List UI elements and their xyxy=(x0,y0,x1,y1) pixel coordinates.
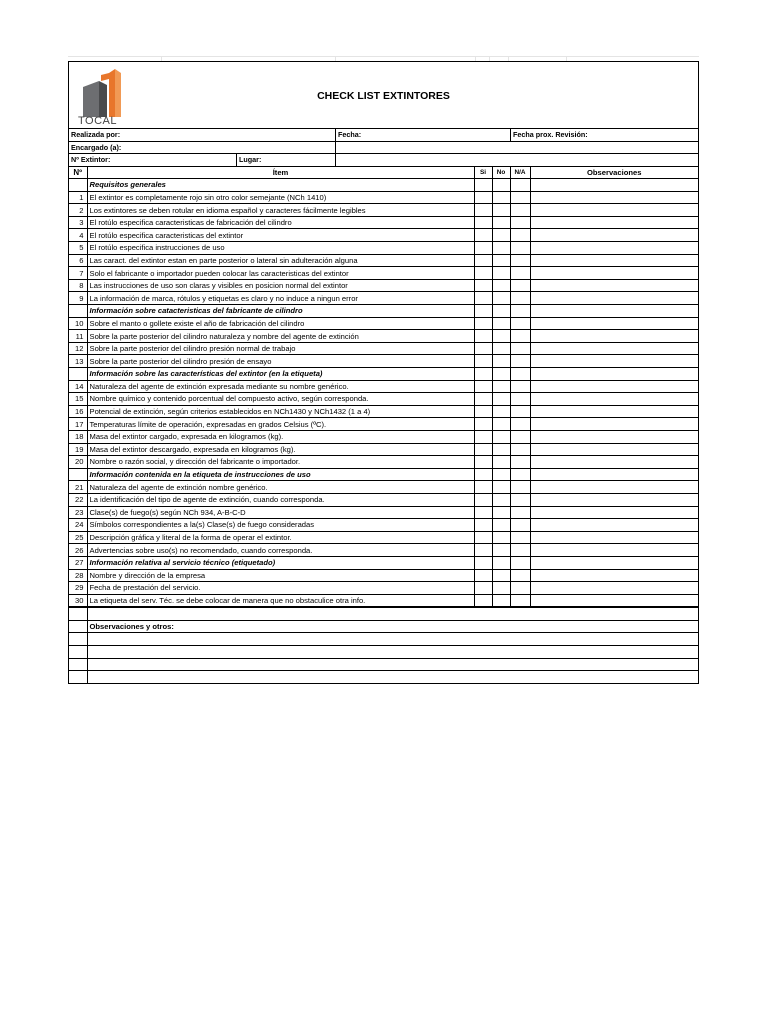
table-row xyxy=(69,519,698,532)
table-row xyxy=(69,242,698,255)
lugar-extra xyxy=(335,154,510,166)
n-extintor-label: Nº Extintor: xyxy=(71,155,111,164)
row-observaciones-cell[interactable] xyxy=(530,393,698,406)
row-observaciones-cell[interactable] xyxy=(530,569,698,582)
row-item-text: Masa del extintor descargado, expresada en kilogramos (kg). xyxy=(87,443,474,456)
row-item-text: Información relativa al servicio técnico (etiquetado) xyxy=(87,556,474,569)
row-observaciones-cell[interactable] xyxy=(530,582,698,595)
row-no-cell[interactable] xyxy=(492,506,510,519)
section-row xyxy=(69,468,698,481)
row-na-cell[interactable] xyxy=(510,544,530,557)
row-na-cell[interactable] xyxy=(510,305,530,318)
row-number: 19 xyxy=(69,443,87,456)
row-si-cell[interactable] xyxy=(474,430,492,443)
row-number: 6 xyxy=(69,254,87,267)
row-si-cell[interactable] xyxy=(474,506,492,519)
observations-label-row xyxy=(69,620,698,633)
row-na-cell[interactable] xyxy=(510,292,530,305)
row-no-cell[interactable] xyxy=(492,342,510,355)
row-observaciones-cell[interactable] xyxy=(530,317,698,330)
row-number: 24 xyxy=(69,519,87,532)
table-row xyxy=(69,204,698,217)
table-row xyxy=(69,405,698,418)
row-observaciones-cell[interactable] xyxy=(530,204,698,217)
row-na-cell[interactable] xyxy=(510,418,530,431)
row-no-cell[interactable] xyxy=(492,594,510,607)
row-item-text: Naturaleza del agente de extinción expresada mediante su nombre genérico. xyxy=(87,380,474,393)
table-row xyxy=(69,191,698,204)
row-number: 18 xyxy=(69,430,87,443)
row-na-cell[interactable] xyxy=(510,569,530,582)
row-no-cell[interactable] xyxy=(492,368,510,381)
row-na-cell[interactable] xyxy=(510,191,530,204)
document-title: CHECK LIST EXTINTORES xyxy=(317,90,450,102)
row-item-text: Masa del extintor cargado, expresada en kilogramos (kg). xyxy=(87,430,474,443)
row-no-cell[interactable] xyxy=(492,556,510,569)
row-na-cell[interactable] xyxy=(510,582,530,595)
observation-line xyxy=(69,658,698,671)
row-si-cell[interactable] xyxy=(474,368,492,381)
row-item-text: Sobre la parte posterior del cilindro presión normal de trabajo xyxy=(87,342,474,355)
row-si-cell[interactable] xyxy=(474,242,492,255)
checklist-table xyxy=(69,167,698,608)
row-item-text: Descripción gráfica y literal de la forma de operar el extintor. xyxy=(87,531,474,544)
table-row xyxy=(69,342,698,355)
row-no-cell[interactable] xyxy=(492,393,510,406)
row-na-cell[interactable] xyxy=(510,506,530,519)
row-si-cell[interactable] xyxy=(474,481,492,494)
row-item-text: Sobre el manto o gollete existe el año de fabricación del cilindro xyxy=(87,317,474,330)
row-si-cell[interactable] xyxy=(474,456,492,469)
table-row xyxy=(69,292,698,305)
row-number: 15 xyxy=(69,393,87,406)
observations-label: Observaciones y otros: xyxy=(87,620,698,633)
observation-line xyxy=(69,671,698,683)
row-si-cell[interactable] xyxy=(474,418,492,431)
row-observaciones-cell[interactable] xyxy=(530,556,698,569)
row-item-text: Sobre la parte posterior del cilindro presión de ensayo xyxy=(87,355,474,368)
table-row xyxy=(69,216,698,229)
row-number: 2 xyxy=(69,204,87,217)
row-number: 26 xyxy=(69,544,87,557)
row-item-text: Información sobre las características del extintor (en la etiqueta) xyxy=(87,368,474,381)
row-item-text: Temperaturas límite de operación, expresadas en grados Celsius (ºC). xyxy=(87,418,474,431)
row-item-text: Nombre químico y contenido porcentual del compuesto activo, según corresponda. xyxy=(87,393,474,406)
row-no-cell[interactable] xyxy=(492,456,510,469)
row-na-cell[interactable] xyxy=(510,368,530,381)
row-observaciones-cell[interactable] xyxy=(530,405,698,418)
row-observaciones-cell[interactable] xyxy=(530,493,698,506)
row-si-cell[interactable] xyxy=(474,443,492,456)
row-si-cell[interactable] xyxy=(474,292,492,305)
row-na-cell[interactable] xyxy=(510,456,530,469)
row-no-cell[interactable] xyxy=(492,305,510,318)
row-no-cell[interactable] xyxy=(492,569,510,582)
row-item-text: Los extintores se deben rotular en idioma español y caracteres fácilmente legibles xyxy=(87,204,474,217)
header-item: Ítem xyxy=(87,167,474,179)
encargado-label: Encargado (a): xyxy=(71,142,122,152)
row-observaciones-cell[interactable] xyxy=(530,594,698,607)
encargado-extra xyxy=(335,142,510,154)
row-observaciones-cell[interactable] xyxy=(530,481,698,494)
row-item-text: Requisitos generales xyxy=(87,179,474,192)
row-no-cell[interactable] xyxy=(492,204,510,217)
row-no-cell[interactable] xyxy=(492,544,510,557)
table-row xyxy=(69,456,698,469)
row-na-cell[interactable] xyxy=(510,179,530,192)
row-na-cell[interactable] xyxy=(510,204,530,217)
row-na-cell[interactable] xyxy=(510,594,530,607)
row-no-cell[interactable] xyxy=(492,267,510,280)
row-no-cell[interactable] xyxy=(492,582,510,595)
table-row xyxy=(69,355,698,368)
row-si-cell[interactable] xyxy=(474,493,492,506)
row-number xyxy=(69,468,87,481)
row-si-cell[interactable] xyxy=(474,279,492,292)
header-no: No xyxy=(492,167,510,179)
row-no-cell[interactable] xyxy=(492,418,510,431)
row-no-cell[interactable] xyxy=(492,493,510,506)
row-no-cell[interactable] xyxy=(492,292,510,305)
row-number: 25 xyxy=(69,531,87,544)
row-observaciones-cell[interactable] xyxy=(530,368,698,381)
row-number: 23 xyxy=(69,506,87,519)
row-si-cell[interactable] xyxy=(474,468,492,481)
logo-text: TOCAL xyxy=(78,115,117,127)
row-number: 29 xyxy=(69,582,87,595)
header-num: Nº xyxy=(69,167,87,179)
row-si-cell[interactable] xyxy=(474,229,492,242)
row-si-cell[interactable] xyxy=(474,254,492,267)
row-si-cell[interactable] xyxy=(474,531,492,544)
document-header xyxy=(69,62,698,129)
row-item-text: La etiqueta del serv. Téc. se debe colocar de manera que no obstaculice otra info. xyxy=(87,594,474,607)
observation-line-field[interactable] xyxy=(87,658,698,671)
row-number: 4 xyxy=(69,229,87,242)
row-number: 16 xyxy=(69,405,87,418)
row-observaciones-cell[interactable] xyxy=(530,229,698,242)
row-number xyxy=(69,305,87,318)
row-na-cell[interactable] xyxy=(510,267,530,280)
row-item-text: La identificación del tipo de agente de extinción, cuando corresponda. xyxy=(87,493,474,506)
row-number: 12 xyxy=(69,342,87,355)
row-na-cell[interactable] xyxy=(510,405,530,418)
header-si: Si xyxy=(474,167,492,179)
row-na-cell[interactable] xyxy=(510,242,530,255)
observations-table xyxy=(69,607,698,683)
table-row xyxy=(69,594,698,607)
row-si-cell[interactable] xyxy=(474,179,492,192)
row-item-text: El rotúlo especifica caracteristicas del extintor xyxy=(87,229,474,242)
fecha-prox-label: Fecha prox. Revisión: xyxy=(510,129,698,141)
row-item-text: La información de marca, rótulos y etiquetas es claro y no induce a ningun error xyxy=(87,292,474,305)
row-observaciones-cell[interactable] xyxy=(530,468,698,481)
observation-line-num xyxy=(69,646,87,659)
row-si-cell[interactable] xyxy=(474,191,492,204)
row-si-cell[interactable] xyxy=(474,355,492,368)
row-observaciones-cell[interactable] xyxy=(530,355,698,368)
row-na-cell[interactable] xyxy=(510,229,530,242)
row-si-cell[interactable] xyxy=(474,267,492,280)
row-si-cell[interactable] xyxy=(474,519,492,532)
realizada-por-label: Realizada por: xyxy=(71,130,121,139)
table-row xyxy=(69,544,698,557)
row-no-cell[interactable] xyxy=(492,279,510,292)
row-si-cell[interactable] xyxy=(474,544,492,557)
row-na-cell[interactable] xyxy=(510,330,530,343)
row-si-cell[interactable] xyxy=(474,317,492,330)
row-si-cell[interactable] xyxy=(474,594,492,607)
row-no-cell[interactable] xyxy=(492,254,510,267)
row-na-cell[interactable] xyxy=(510,254,530,267)
row-no-cell[interactable] xyxy=(492,317,510,330)
row-no-cell[interactable] xyxy=(492,468,510,481)
table-row xyxy=(69,330,698,343)
row-item-text: Solo el fabricante o importador pueden colocar las caracteristicas del extintor xyxy=(87,267,474,280)
row-no-cell[interactable] xyxy=(492,380,510,393)
row-no-cell[interactable] xyxy=(492,481,510,494)
row-si-cell[interactable] xyxy=(474,380,492,393)
row-no-cell[interactable] xyxy=(492,330,510,343)
info-row-3 xyxy=(69,154,698,167)
row-observaciones-cell[interactable] xyxy=(530,456,698,469)
table-row xyxy=(69,531,698,544)
row-number: 27 xyxy=(69,556,87,569)
table-row xyxy=(69,506,698,519)
row-si-cell[interactable] xyxy=(474,569,492,582)
row-observaciones-cell[interactable] xyxy=(530,242,698,255)
observation-line xyxy=(69,646,698,659)
row-number: 7 xyxy=(69,267,87,280)
row-si-cell[interactable] xyxy=(474,582,492,595)
row-na-cell[interactable] xyxy=(510,393,530,406)
row-observaciones-cell[interactable] xyxy=(530,267,698,280)
row-na-cell[interactable] xyxy=(510,443,530,456)
row-number: 17 xyxy=(69,418,87,431)
row-na-cell[interactable] xyxy=(510,556,530,569)
row-si-cell[interactable] xyxy=(474,305,492,318)
info-row-2 xyxy=(69,142,698,155)
row-item-text: Información sobre catacteristicas del fabricante de cilindro xyxy=(87,305,474,318)
row-na-cell[interactable] xyxy=(510,216,530,229)
row-si-cell[interactable] xyxy=(474,330,492,343)
row-item-text: El extintor es completamente rojo sin otro color semejante (NCh 1410) xyxy=(87,191,474,204)
row-no-cell[interactable] xyxy=(492,531,510,544)
row-number: 9 xyxy=(69,292,87,305)
row-no-cell[interactable] xyxy=(492,229,510,242)
row-number: 30 xyxy=(69,594,87,607)
row-si-cell[interactable] xyxy=(474,556,492,569)
table-row xyxy=(69,582,698,595)
row-na-cell[interactable] xyxy=(510,519,530,532)
row-item-text: Fecha de prestación del servicio. xyxy=(87,582,474,595)
row-observaciones-cell[interactable] xyxy=(530,216,698,229)
row-number: 21 xyxy=(69,481,87,494)
fecha-label: Fecha: xyxy=(335,129,510,141)
row-si-cell[interactable] xyxy=(474,216,492,229)
row-observaciones-cell[interactable] xyxy=(530,305,698,318)
row-item-text: Nombre o razón social, y dirección del fabricante o importador. xyxy=(87,456,474,469)
row-na-cell[interactable] xyxy=(510,279,530,292)
row-observaciones-cell[interactable] xyxy=(530,179,698,192)
row-no-cell[interactable] xyxy=(492,242,510,255)
row-observaciones-cell[interactable] xyxy=(530,418,698,431)
row-number: 1 xyxy=(69,191,87,204)
row-no-cell[interactable] xyxy=(492,216,510,229)
row-number: 10 xyxy=(69,317,87,330)
table-row xyxy=(69,493,698,506)
table-row xyxy=(69,393,698,406)
row-item-text: Advertencias sobre uso(s) no recomendado, cuando corresponda. xyxy=(87,544,474,557)
table-row xyxy=(69,254,698,267)
row-item-text: Las caract. del extintor estan en parte posterior o lateral sin adulteración alguna xyxy=(87,254,474,267)
observation-line-field[interactable] xyxy=(87,633,698,646)
observation-line-num xyxy=(69,671,87,683)
row-item-text: Símbolos correspondientes a la(s) Clase(s) de fuego consideradas xyxy=(87,519,474,532)
row-item-text: El rotúlo especifica caracteristicas de fabricación del cilindro xyxy=(87,216,474,229)
row-observaciones-cell[interactable] xyxy=(530,519,698,532)
row-number: 3 xyxy=(69,216,87,229)
row-na-cell[interactable] xyxy=(510,380,530,393)
row-na-cell[interactable] xyxy=(510,481,530,494)
observation-line-field[interactable] xyxy=(87,671,698,683)
section-row xyxy=(69,179,698,192)
info-row-1 xyxy=(69,129,698,142)
row-number: 14 xyxy=(69,380,87,393)
observation-line-num xyxy=(69,658,87,671)
lugar-label: Lugar: xyxy=(236,154,335,166)
row-number: 22 xyxy=(69,493,87,506)
row-na-cell[interactable] xyxy=(510,317,530,330)
row-observaciones-cell[interactable] xyxy=(530,506,698,519)
row-observaciones-cell[interactable] xyxy=(530,279,698,292)
section-row xyxy=(69,368,698,381)
row-si-cell[interactable] xyxy=(474,405,492,418)
row-item-text: Las instrucciones de uso son claras y visibles en posicion normal del extintor xyxy=(87,279,474,292)
row-si-cell[interactable] xyxy=(474,393,492,406)
table-row xyxy=(69,380,698,393)
row-no-cell[interactable] xyxy=(492,519,510,532)
row-number: 5 xyxy=(69,242,87,255)
row-item-text: Clase(s) de fuego(s) según NCh 934, A-B-C-D xyxy=(87,506,474,519)
observation-line xyxy=(69,633,698,646)
row-no-cell[interactable] xyxy=(492,443,510,456)
observation-line-num xyxy=(69,633,87,646)
table-row xyxy=(69,481,698,494)
table-row xyxy=(69,430,698,443)
row-no-cell[interactable] xyxy=(492,430,510,443)
row-observaciones-cell[interactable] xyxy=(530,191,698,204)
row-na-cell[interactable] xyxy=(510,342,530,355)
table-row xyxy=(69,267,698,280)
section-row xyxy=(69,556,698,569)
table-row xyxy=(69,569,698,582)
section-row xyxy=(69,305,698,318)
row-observaciones-cell[interactable] xyxy=(530,342,698,355)
table-row xyxy=(69,418,698,431)
table-row xyxy=(69,229,698,242)
header-observaciones: Observaciones xyxy=(530,167,698,179)
row-observaciones-cell[interactable] xyxy=(530,443,698,456)
row-item-text: Nombre y dirección de la empresa xyxy=(87,569,474,582)
header-na: N/A xyxy=(510,167,530,179)
row-item-text: Sobre la parte posterior del cilindro naturaleza y nombre del agente de extinción xyxy=(87,330,474,343)
row-item-text: Potencial de extinción, según criterios establecidos en NCh1430 y NCh1432 (1 a 4) xyxy=(87,405,474,418)
row-no-cell[interactable] xyxy=(492,355,510,368)
row-no-cell[interactable] xyxy=(492,191,510,204)
row-observaciones-cell[interactable] xyxy=(530,531,698,544)
row-observaciones-cell[interactable] xyxy=(530,292,698,305)
table-row xyxy=(69,317,698,330)
row-na-cell[interactable] xyxy=(510,468,530,481)
row-number: 28 xyxy=(69,569,87,582)
row-number xyxy=(69,179,87,192)
checklist-sheet xyxy=(68,61,699,684)
row-number: 11 xyxy=(69,330,87,343)
row-item-text: El rotúlo especifica instrucciones de uso xyxy=(87,242,474,255)
row-na-cell[interactable] xyxy=(510,430,530,443)
row-item-text: Naturaleza del agente de extinción nombre genérico. xyxy=(87,481,474,494)
table-row xyxy=(69,279,698,292)
row-na-cell[interactable] xyxy=(510,531,530,544)
row-number: 8 xyxy=(69,279,87,292)
table-row xyxy=(69,443,698,456)
row-number: 20 xyxy=(69,456,87,469)
row-na-cell[interactable] xyxy=(510,493,530,506)
table-header-row xyxy=(69,167,698,179)
row-na-cell[interactable] xyxy=(510,355,530,368)
row-observaciones-cell[interactable] xyxy=(530,430,698,443)
row-number: 13 xyxy=(69,355,87,368)
row-observaciones-cell[interactable] xyxy=(530,330,698,343)
observation-line-field[interactable] xyxy=(87,646,698,659)
row-observaciones-cell[interactable] xyxy=(530,254,698,267)
row-no-cell[interactable] xyxy=(492,405,510,418)
row-si-cell[interactable] xyxy=(474,204,492,217)
row-item-text: Información contenida en la etiqueta de instrucciones de uso xyxy=(87,468,474,481)
row-observaciones-cell[interactable] xyxy=(530,380,698,393)
row-number xyxy=(69,368,87,381)
row-observaciones-cell[interactable] xyxy=(530,544,698,557)
row-no-cell[interactable] xyxy=(492,179,510,192)
row-si-cell[interactable] xyxy=(474,342,492,355)
